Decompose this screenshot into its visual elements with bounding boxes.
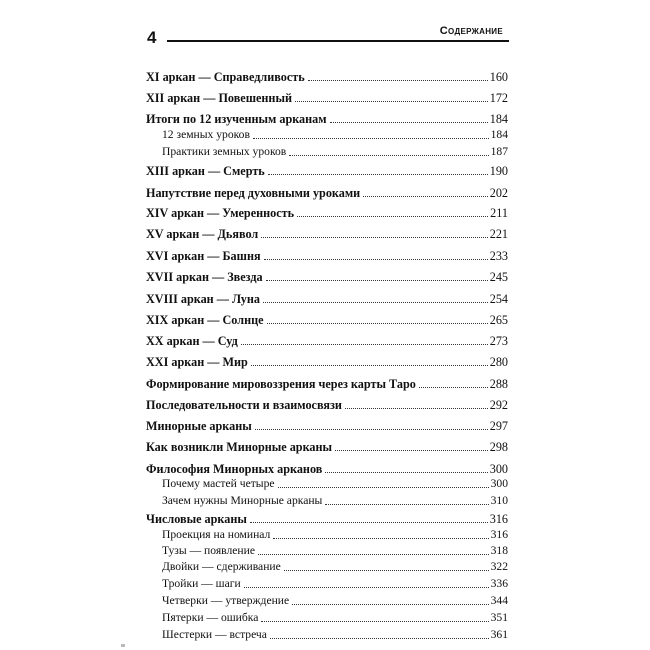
toc-entry[interactable]	[146, 394, 508, 412]
dot-leader	[292, 604, 488, 605]
toc-entry-page: 187	[490, 145, 508, 158]
toc-entry-page: 202	[489, 186, 508, 200]
toc-entry[interactable]	[146, 309, 508, 327]
toc-entry-page: 184	[489, 112, 508, 126]
toc-entry-page: 245	[489, 270, 508, 284]
dot-leader	[255, 429, 488, 430]
dot-leader	[335, 450, 488, 451]
toc-entry-page: 298	[489, 440, 508, 454]
toc-entry-title: Философия Минорных арканов	[146, 462, 323, 476]
toc-entry-title: Последовательности и взаимосвязи	[146, 398, 342, 412]
toc-entry-page: 184	[490, 128, 508, 141]
toc-entry-page: 190	[489, 164, 508, 178]
toc-entry-page: 280	[489, 355, 508, 369]
toc-entry-title: XVI аркан — Башня	[146, 249, 261, 263]
toc-entry-page: 265	[489, 313, 508, 327]
toc-entry-title: 12 земных уроков	[162, 128, 250, 141]
toc-entry-page: 316	[490, 528, 508, 541]
toc-entry-title: XIX аркан — Солнце	[146, 313, 264, 327]
toc-subentry[interactable]	[146, 573, 508, 591]
toc-entry-title: Напутствие перед духовными уроками	[146, 186, 361, 200]
toc-subentry[interactable]	[146, 556, 508, 574]
toc-entry-title: Четверки — утверждение	[162, 594, 290, 607]
toc-entry-page: 300	[490, 477, 508, 490]
dot-leader	[263, 302, 488, 303]
toc-subentry[interactable]	[146, 490, 508, 508]
toc-entry-page: 292	[489, 398, 508, 412]
toc-entry-page: 172	[489, 91, 508, 105]
toc-entry-title: Числовые арканы	[146, 512, 247, 526]
toc-entry-page: 273	[489, 334, 508, 348]
toc-entry-title: Практики земных уроков	[162, 145, 287, 158]
toc-entry[interactable]	[146, 373, 508, 391]
dot-leader	[273, 538, 488, 539]
toc-entry-title: XVIII аркан — Луна	[146, 292, 260, 306]
dot-leader	[297, 216, 488, 217]
toc-entry-page: 310	[490, 494, 508, 507]
toc-entry-page: 361	[490, 628, 508, 641]
toc-subentry[interactable]	[146, 590, 508, 608]
toc-entry-title: Зачем нужны Минорные арканы	[162, 494, 323, 507]
dot-leader	[325, 504, 488, 505]
toc-entry[interactable]	[146, 266, 508, 284]
dot-leader	[270, 638, 489, 639]
dot-leader	[289, 155, 488, 156]
toc-entry[interactable]	[146, 288, 508, 306]
dot-leader	[363, 196, 488, 197]
toc-entry-title: Двойки — сдерживание	[162, 560, 281, 573]
toc-entry[interactable]	[146, 182, 508, 200]
toc-entry-title: XVII аркан — Звезда	[146, 270, 263, 284]
toc-entry-title: Почему мастей четыре	[162, 477, 275, 490]
toc-entry-title: Шестерки — встреча	[162, 628, 267, 641]
toc-entry-page: 344	[490, 594, 508, 607]
toc-entry-page: 233	[489, 249, 508, 263]
toc-entry[interactable]	[146, 415, 508, 433]
toc-entry-title: XIV аркан — Умеренность	[146, 206, 295, 220]
dot-leader	[267, 323, 488, 324]
dot-leader	[278, 487, 489, 488]
dot-leader	[345, 408, 488, 409]
toc-entry[interactable]	[146, 351, 508, 369]
section-title: Содержание	[439, 25, 503, 37]
toc-entry-title: XXI аркан — Мир	[146, 355, 248, 369]
toc-entry-page: 288	[489, 377, 508, 391]
toc-entry-page: 300	[489, 462, 508, 476]
toc-subentry[interactable]	[146, 124, 508, 142]
toc-entry[interactable]	[146, 223, 508, 241]
dot-leader	[266, 280, 488, 281]
dot-leader	[268, 174, 488, 175]
toc-entry-title: Проекция на номинал	[162, 528, 271, 541]
toc-subentry[interactable]	[146, 473, 508, 491]
toc-entry-title: Минорные арканы	[146, 419, 252, 433]
toc-entry-title: Пятерки — ошибка	[162, 611, 259, 624]
toc-entry-page: 336	[490, 577, 508, 590]
dot-leader	[258, 554, 489, 555]
toc-entry-title: XIII аркан — Смерть	[146, 164, 265, 178]
toc-entry[interactable]	[146, 160, 508, 178]
toc-entry-page: 351	[490, 611, 508, 624]
dot-leader	[308, 80, 488, 81]
dot-leader	[261, 237, 487, 238]
toc-entry[interactable]	[146, 202, 508, 220]
toc-entry-title: Итоги по 12 изученным арканам	[146, 112, 327, 126]
dot-leader	[241, 344, 488, 345]
dot-leader	[244, 587, 489, 588]
toc-entry-page: 322	[490, 560, 508, 573]
dot-leader	[284, 570, 489, 571]
toc-entry-title: Тузы — появление	[162, 544, 255, 557]
toc-entry-page: 254	[489, 292, 508, 306]
toc-entry[interactable]	[146, 436, 508, 454]
toc-entry[interactable]	[146, 245, 508, 263]
dot-leader	[251, 365, 488, 366]
dot-leader	[250, 522, 488, 523]
toc-entry[interactable]	[146, 330, 508, 348]
toc-entry-page: 221	[489, 227, 508, 241]
dot-leader	[264, 259, 488, 260]
toc-entry-page: 211	[490, 206, 508, 220]
toc-entry[interactable]	[146, 87, 508, 105]
scan-mark	[121, 644, 125, 647]
toc-entry-page: 316	[489, 512, 508, 526]
toc-entry-title: Тройки — шаги	[162, 577, 241, 590]
toc-subentry[interactable]	[146, 624, 508, 642]
page-number: 4	[147, 28, 157, 47]
toc-entry-title: Как возникли Минорные арканы	[146, 440, 333, 454]
dot-leader	[419, 387, 488, 388]
toc-entry-page: 160	[489, 70, 508, 84]
toc-entry[interactable]	[146, 66, 508, 84]
dot-leader	[295, 101, 488, 102]
toc-subentry[interactable]	[146, 607, 508, 625]
dot-leader	[261, 621, 488, 622]
toc-entry-title: XII аркан — Повешенный	[146, 91, 292, 105]
toc-entry-title: Формирование мировоззрения через карты Таро	[146, 377, 416, 391]
toc-subentry[interactable]	[146, 141, 508, 159]
header-rule	[167, 40, 509, 42]
toc-entry-title: XI аркан — Справедливость	[146, 70, 305, 84]
dot-leader	[330, 122, 488, 123]
toc-entry-title: XX аркан — Суд	[146, 334, 238, 348]
toc-entry-page: 297	[489, 419, 508, 433]
dot-leader	[253, 138, 489, 139]
toc-entry-page: 318	[490, 544, 508, 557]
toc-entry-title: XV аркан — Дьявол	[146, 227, 259, 241]
